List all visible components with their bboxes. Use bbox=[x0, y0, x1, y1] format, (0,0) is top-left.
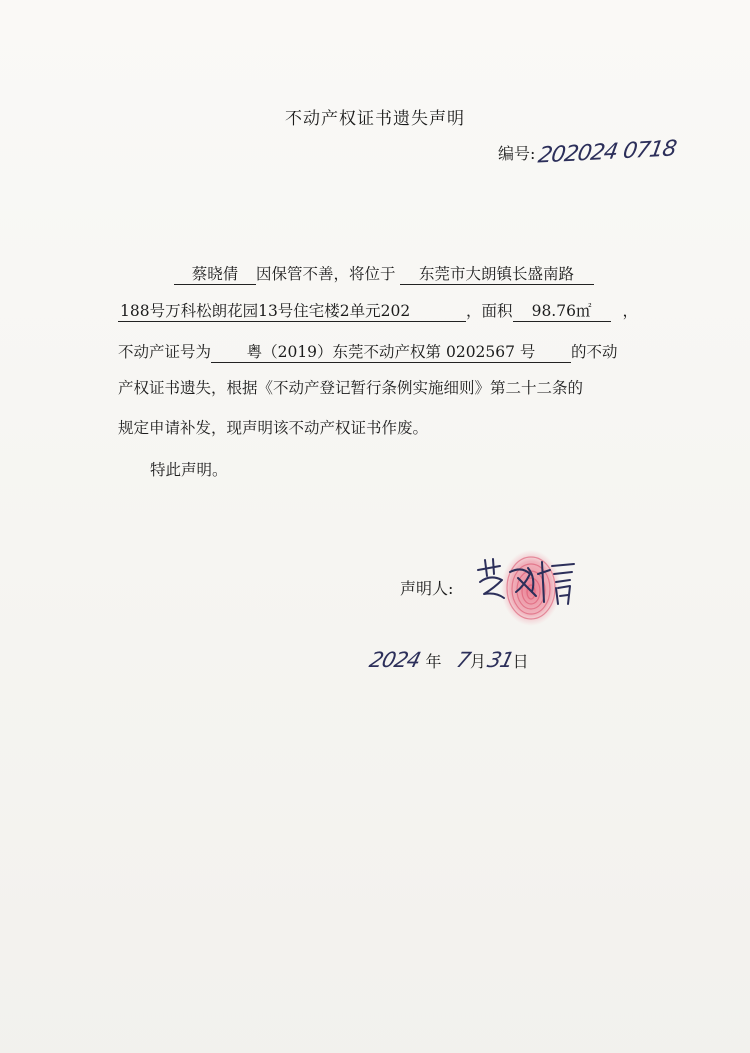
document-title: 不动产权证书遗失声明 bbox=[285, 109, 465, 129]
statement-text-1: 因保管不善，将位于 bbox=[256, 265, 396, 283]
handwritten-signature bbox=[470, 552, 590, 608]
serial-label: 编号: bbox=[498, 144, 536, 163]
date-year: 2024 bbox=[367, 648, 423, 672]
statement-line-2 bbox=[118, 299, 638, 322]
area-value: 98.76㎡ bbox=[513, 299, 611, 322]
date-year-label: 年 bbox=[425, 652, 442, 671]
statement-line-4: 产权证书遗失，根据《不动产登记暂行条例实施细则》第二十二条的 bbox=[118, 379, 584, 397]
address-part-1: 东莞市大朗镇长盛南路 bbox=[400, 262, 594, 285]
statement-text-3: ， bbox=[622, 302, 639, 320]
certificate-number: 粤（2019）东莞不动产权第 0202567 号 bbox=[211, 340, 571, 363]
statement-line-3 bbox=[118, 340, 618, 363]
closing-text: 特此声明。 bbox=[150, 461, 228, 479]
serial-value: 202024 0718 bbox=[536, 136, 679, 169]
date-month-label: 月 bbox=[469, 652, 486, 671]
owner-name: 蔡晓倩 bbox=[174, 262, 256, 285]
address-part-2: 188号万科松朗花园13号住宅楼2单元202 bbox=[118, 299, 466, 322]
statement-text-2: ，面积 bbox=[466, 302, 513, 320]
declarant-label: 声明人: bbox=[400, 579, 454, 598]
date-day-label: 日 bbox=[512, 652, 529, 671]
statement-line-5: 规定申请补发，现声明该不动产权证书作废。 bbox=[118, 419, 429, 437]
date-month: 7 bbox=[454, 648, 473, 672]
serial-number bbox=[498, 136, 679, 169]
statement-text-5: 的不动 bbox=[571, 343, 618, 361]
statement-text-4: 不动产证号为 bbox=[118, 343, 212, 361]
date-day: 31 bbox=[484, 648, 516, 672]
statement-line-1 bbox=[174, 262, 594, 285]
declaration-date bbox=[367, 648, 529, 672]
